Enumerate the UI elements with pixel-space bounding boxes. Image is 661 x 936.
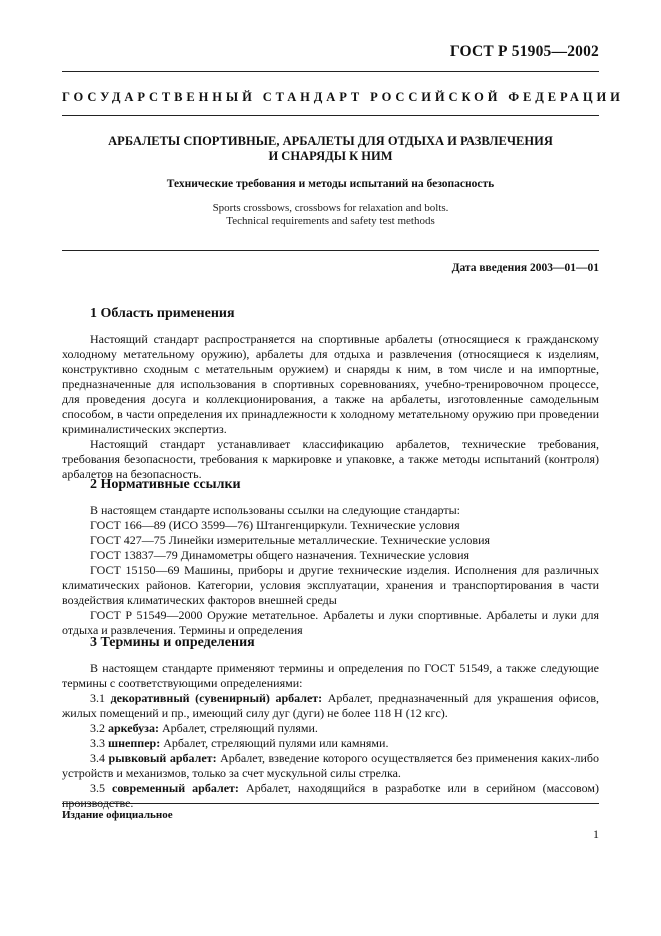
header-rule-lower	[62, 115, 599, 116]
doc-number: ГОСТ Р 51905—2002	[449, 43, 599, 60]
term-item: 3.5 современный арбалет: Арбалет, находящийся в разработке или в серийном (массовом) производстве.	[62, 781, 599, 810]
english-title	[62, 202, 599, 228]
state-standard-heading: ГОСУДАРСТВЕННЫЙ СТАНДАРТ РОССИЙСКОЙ ФЕДЕРАЦИИ	[62, 90, 624, 104]
title-line-1: АРБАЛЕТЫ СПОРТИВНЫЕ, АРБАЛЕТЫ ДЛЯ ОТДЫХА И РАЗВЛЕЧЕНИЯ	[108, 134, 553, 148]
header-rule	[62, 71, 599, 72]
section-scope	[62, 305, 599, 482]
reference-item: ГОСТ 166—89 (ИСО 3599—76) Штангенциркули. Технические условия	[90, 518, 460, 532]
term-item: 3.3 шнеппер: Арбалет, стреляющий пулями или камнями.	[90, 736, 389, 750]
term: декоративный (сувенирный) арбалет:	[110, 691, 323, 705]
page-number: 1	[593, 827, 599, 841]
footer-rule	[62, 803, 599, 804]
term-item: 3.2 аркебуза: Арбалет, стреляющий пулями.	[90, 721, 318, 735]
term-item: 3.4 рывковый арбалет: Арбалет, взведение которого осуществляется без применения каких-либо устройств и механизмов, только за счет мускульной силы стрелка.	[62, 751, 599, 780]
term: рывковый арбалет:	[108, 751, 217, 765]
section-heading: 2 Нормативные ссылки	[90, 477, 241, 492]
paragraph: В настоящем стандарте использованы ссылки на следующие стандарты:	[90, 503, 461, 517]
paragraph: Настоящий стандарт устанавливает классификацию арбалетов, технические требования, требования безопасности, требования к маркировке и упаковке, а также методы испытаний (контроля) арбалетов на безопасность.	[62, 437, 599, 481]
term: шнеппер:	[108, 736, 161, 750]
term: современный арбалет:	[112, 781, 239, 795]
document-subtitle: Технические требования и методы испытаний на безопасность	[166, 178, 495, 190]
reference-item: ГОСТ 427—75 Линейки измерительные металлические. Технические условия	[90, 533, 491, 547]
title-line-2: И СНАРЯДЫ К НИМ	[268, 149, 393, 163]
section-terms	[62, 634, 599, 811]
introduction-date: Дата введения 2003—01—01	[451, 262, 599, 274]
reference-item: ГОСТ 15150—69 Машины, приборы и другие технические изделия. Исполнения для различных климатических районов. Категории, условия эксплуатации, хранения и транспортирования в части воздействия климатических факторов внешней среды	[62, 563, 599, 607]
section-heading: 3 Термины и определения	[90, 635, 255, 650]
english-title-line-1: Sports crossbows, crossbows for relaxation and bolts.	[212, 202, 449, 214]
paragraph: Настоящий стандарт распространяется на спортивные арбалеты (относящиеся к гражданскому холодному метательному оружию), арбалеты для отдыха и развлечения (относящиеся к изделиям, конструктивно сходным с метательным оружием) и снаряды к ним, в том числе и на импортные, предназначенные для использования в спортивных соревнованиях, учебно-тренировочном процессе, для проведения досуга и коллекционирования, а также на арбалеты, изготовленные самодельным способом, в части определения их принадлежности к холодному метательному оружию при проведении криминалистических экспертиз.	[62, 332, 599, 436]
term: аркебуза:	[108, 721, 159, 735]
paragraph: В настоящем стандарте применяют термины и определения по ГОСТ 51549, а также следующие термины с соответствующими определениями:	[62, 661, 599, 690]
reference-item: ГОСТ 13837—79 Динамометры общего назначения. Технические условия	[90, 548, 470, 562]
official-edition-label: Издание официальное	[62, 809, 173, 821]
section-normative-references	[62, 476, 599, 638]
intro-rule	[62, 250, 599, 251]
document-title	[62, 134, 599, 164]
english-title-line-2: Technical requirements and safety test methods	[226, 215, 435, 227]
reference-item: ГОСТ Р 51549—2000 Оружие метательное. Арбалеты и луки спортивные. Арбалеты и луки для отдыха и развлечения. Термины и определения	[62, 608, 599, 637]
section-heading: 1 Область применения	[90, 306, 235, 321]
term-item: 3.1 декоративный (сувенирный) арбалет: Арбалет, предназначенный для украшения офисов, жилых помещений и пр., имеющий силу дуг (дуги) не более 118 Н (12 кгс).	[62, 691, 599, 720]
